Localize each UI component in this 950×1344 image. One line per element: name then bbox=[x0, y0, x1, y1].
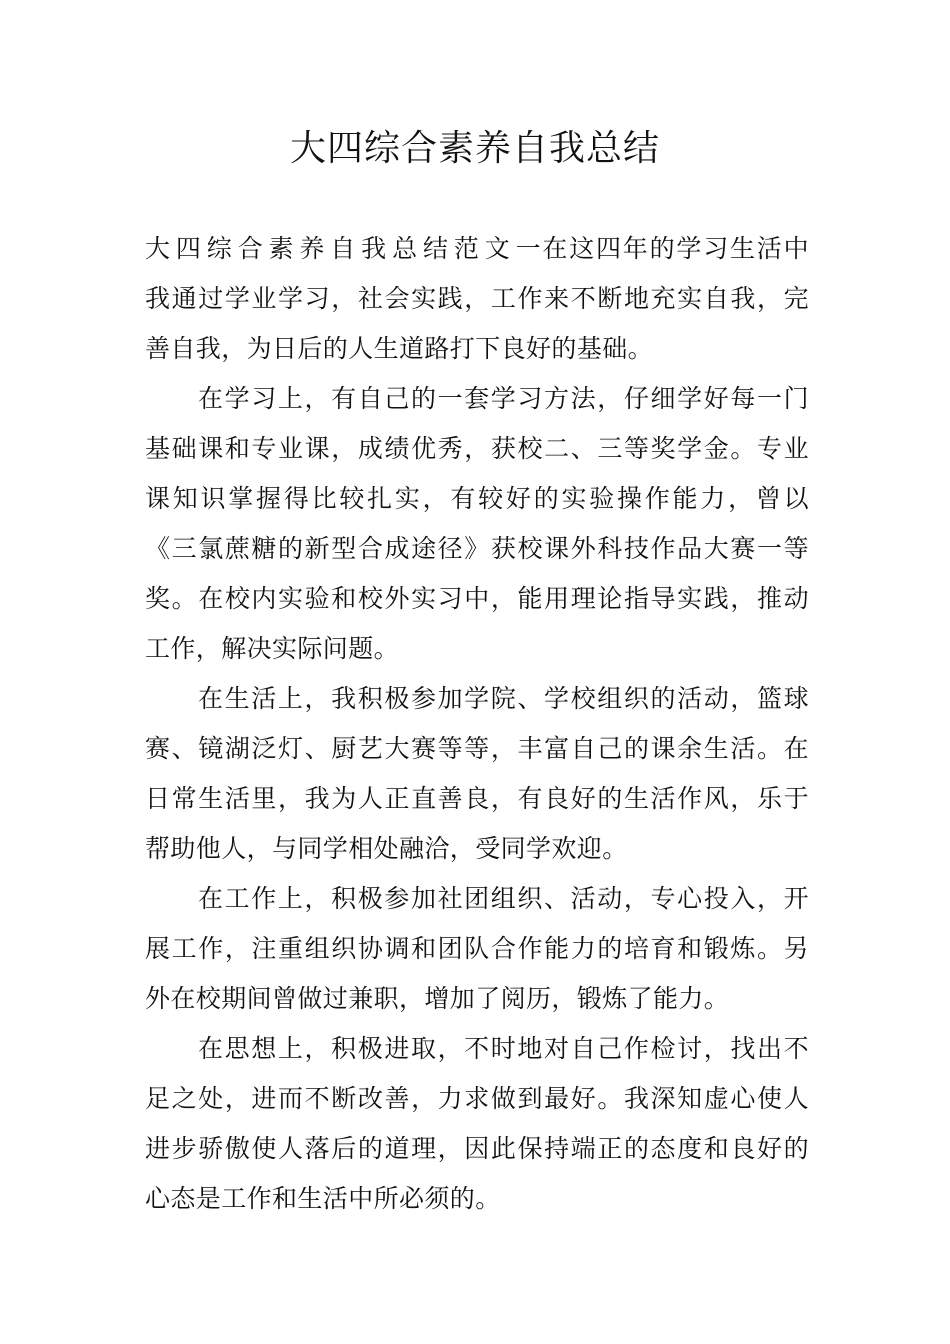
opening-section-title: 大四综合素养自我总结范文一 bbox=[145, 234, 541, 263]
document-body bbox=[145, 224, 809, 1224]
paragraph-5-line-4: 心态是工作和生活中所必须的。 bbox=[145, 1184, 501, 1213]
paragraph-2-line-6: 工作，解决实际问题。 bbox=[145, 634, 400, 663]
paragraph-1-text: 在这四年的学习生活中 bbox=[541, 234, 809, 263]
paragraph-3-line-4: 帮助他人，与同学相处融洽，受同学欢迎。 bbox=[145, 834, 628, 863]
paragraph-4-line-3: 外在校期间曾做过兼职，增加了阅历，锻炼了能力。 bbox=[145, 984, 730, 1013]
paragraph-3-line-3: 日常生活里，我为人正直善良，有良好的生活作风，乐于 bbox=[145, 784, 809, 813]
paragraph-3-line-2: 赛、镜湖泛灯、厨艺大赛等等，丰富自己的课余生活。在 bbox=[145, 734, 809, 763]
paragraph-2-line-3: 课知识掌握得比较扎实，有较好的实验操作能力，曾以 bbox=[145, 484, 809, 513]
paragraph-5-line-3: 进步骄傲使人落后的道理，因此保持端正的态度和良好的 bbox=[145, 1134, 809, 1163]
paragraph-1-line-3: 善自我，为日后的人生道路打下良好的基础。 bbox=[145, 334, 654, 363]
paragraph-3-line-1: 在生活上，我积极参加学院、学校组织的活动，篮球 bbox=[198, 684, 809, 713]
paragraph-4-line-2: 展工作，注重组织协调和团队合作能力的培育和锻炼。另 bbox=[145, 934, 809, 963]
paragraph-1-line-2: 我通过学业学习，社会实践，工作来不断地充实自我，完 bbox=[145, 284, 809, 313]
paragraph-2-line-2: 基础课和专业课，成绩优秀，获校二、三等奖学金。专业 bbox=[145, 434, 809, 463]
paragraph-2-line-5: 奖。在校内实验和校外实习中，能用理论指导实践，推动 bbox=[145, 584, 809, 613]
document-title: 大四综合素养自我总结 bbox=[289, 128, 660, 169]
paragraph-5-line-1: 在思想上，积极进取，不时地对自己作检讨，找出不 bbox=[198, 1034, 809, 1063]
paragraph-5-line-2: 足之处，进而不断改善，力求做到最好。我深知虚心使人 bbox=[145, 1084, 809, 1113]
paragraph-2-line-1: 在学习上，有自己的一套学习方法，仔细学好每一门 bbox=[198, 384, 809, 413]
paragraph-1-line-1 bbox=[145, 224, 809, 274]
paragraph-4-line-1: 在工作上，积极参加社团组织、活动，专心投入，开 bbox=[198, 884, 809, 913]
paragraph-2-line-4: 《三氯蔗糖的新型合成途径》获校课外科技作品大赛一等 bbox=[145, 534, 809, 563]
